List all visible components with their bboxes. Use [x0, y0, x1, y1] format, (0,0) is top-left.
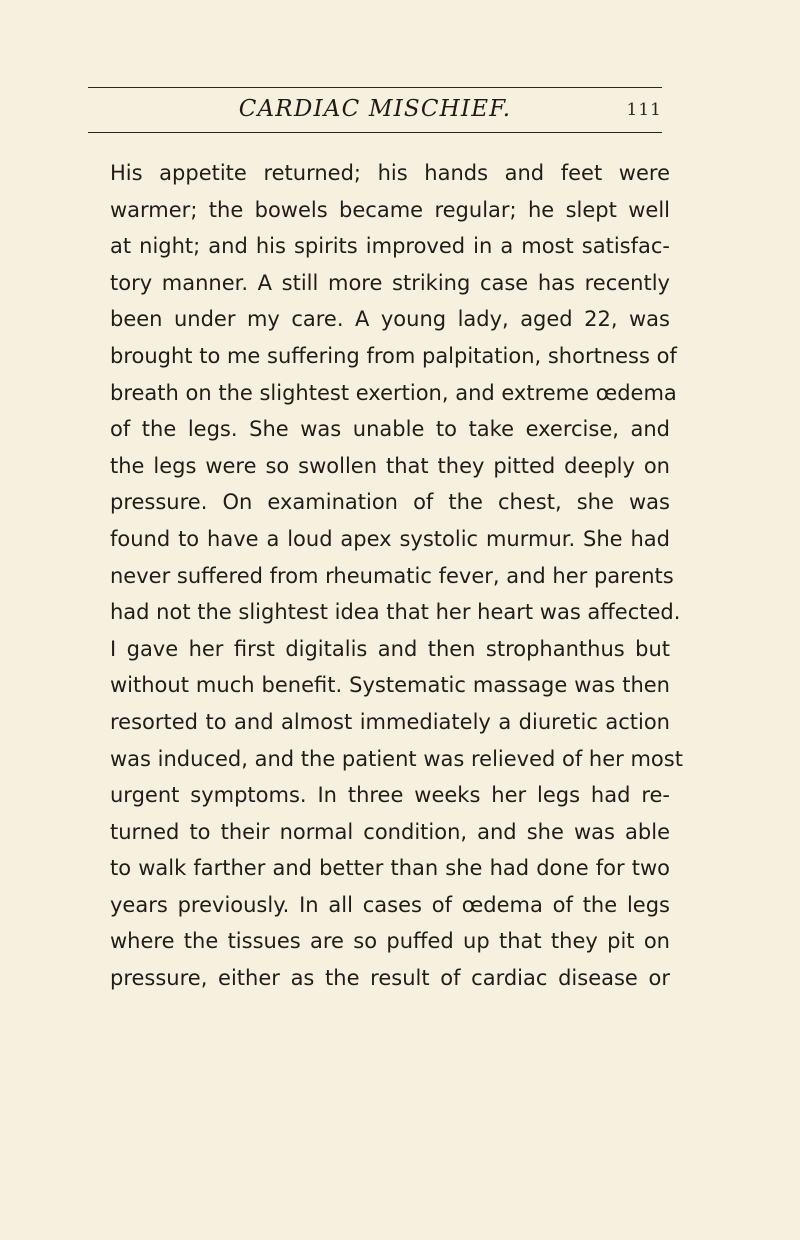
text-line: without much benefit. Systematic massage was then	[110, 673, 670, 698]
text-line: tory manner. A still more striking case has recently	[110, 270, 670, 295]
text-line: His appetite returned; his hands and feet were	[110, 161, 670, 185]
text-line: warmer; the bowels became regular; he slept well	[110, 197, 670, 222]
text-line: was induced, and the patient was relieved of her most	[110, 746, 683, 771]
text-line: years previously. In all cases of œdema of the legs	[110, 892, 670, 917]
page-number: 111	[626, 100, 662, 120]
text-line: I gave her first digitalis and then strophanthus but	[110, 636, 670, 661]
text-line: at night; and his spirits improved in a most satisfac-	[110, 234, 670, 259]
text-line: where the tissues are so puffed up that they pit on	[110, 929, 670, 954]
text-line: of the legs. She was unable to take exercise, and	[110, 417, 670, 442]
running-title: CARDIAC MISCHIEF.	[238, 96, 512, 122]
text-line: been under my care. A young lady, aged 22, was	[110, 307, 670, 332]
text-line: found to have a loud apex systolic murmur. She had	[110, 526, 670, 551]
text-line: resorted to and almost immediately a diuretic action	[110, 709, 670, 734]
body-text	[110, 155, 683, 997]
running-header	[88, 94, 662, 130]
header-rule-top	[88, 87, 662, 88]
text-line: had not the slightest idea that her heart was affected.	[110, 600, 681, 625]
text-line: pressure. On examination of the chest, she was	[110, 490, 670, 515]
header-rule-bottom	[88, 132, 662, 133]
text-line: never suffered from rheumatic fever, and her parents	[110, 563, 674, 588]
text-line: urgent symptoms. In three weeks her legs had re-	[110, 783, 670, 808]
text-line: turned to their normal condition, and she was able	[110, 819, 670, 844]
text-line: the legs were so swollen that they pitted deeply on	[110, 453, 670, 478]
text-line: breath on the slightest exertion, and extreme œdema	[110, 380, 677, 405]
text-line: brought to me suffering from palpitation, shortness of	[110, 343, 677, 368]
text-line: pressure, either as the result of cardiac disease or	[110, 966, 670, 991]
text-line: to walk farther and better than she had done for two	[110, 856, 670, 881]
